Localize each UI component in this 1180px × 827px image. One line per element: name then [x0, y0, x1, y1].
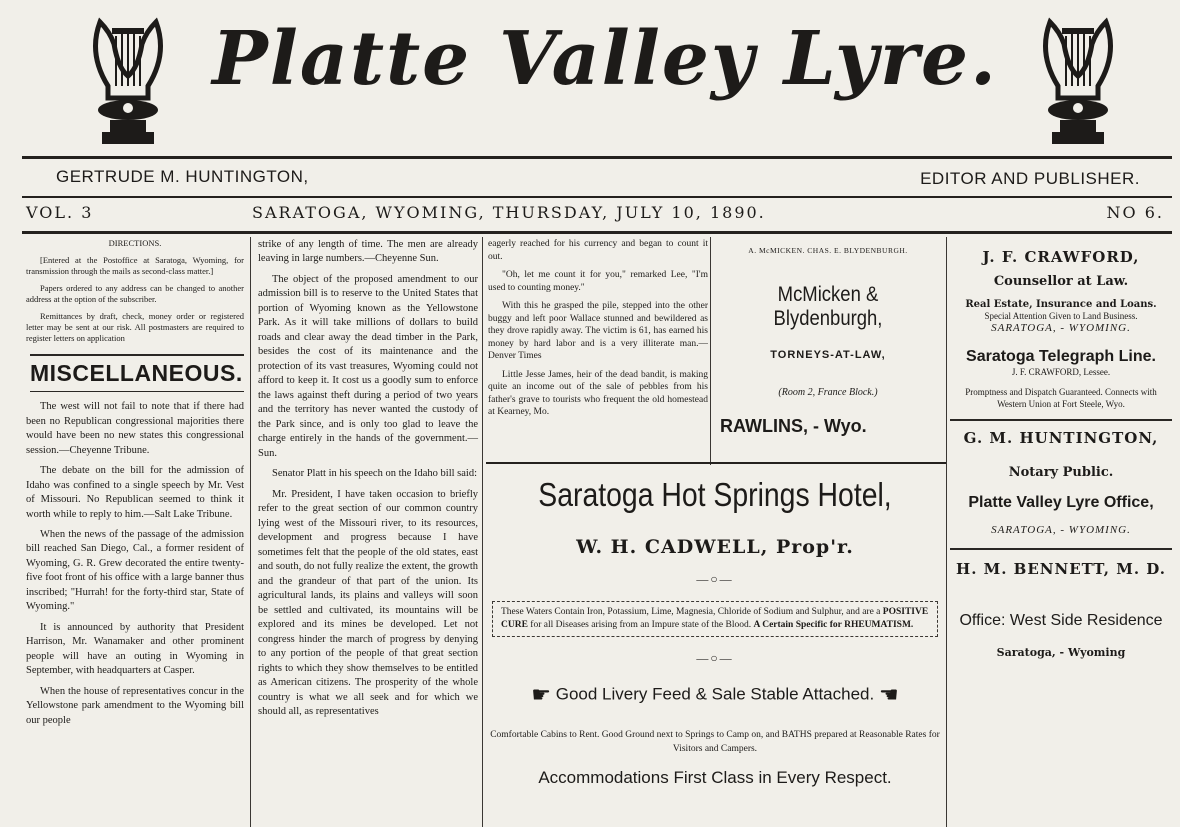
waters-text: for all Diseases arising from an Impure state of the Blood. — [530, 619, 752, 630]
livery-line — [486, 682, 944, 708]
ad-rule — [486, 462, 946, 464]
dateline-rule-bottom — [22, 231, 1172, 234]
masthead-rule — [22, 156, 1172, 159]
dateline — [22, 203, 1170, 227]
hotel-advertisement — [486, 466, 944, 827]
directions-entry: Remittances by draft, check, money order or registered letter may be sent at our risk. All postmasters are required to register letters on application — [26, 311, 244, 344]
lyre-left-icon — [86, 14, 170, 148]
column-2 — [258, 238, 478, 726]
crawford-special: Special Attention Given to Land Business. — [984, 311, 1138, 321]
waters-notice — [492, 601, 938, 637]
editor-role: EDITOR AND PUBLISHER. — [920, 169, 1140, 188]
business-cards-column — [950, 238, 1172, 659]
waters-text: These Waters Contain Iron, Potassium, Lime, Magnesia, Chloride of Sodium and Sulphur, and are a — [501, 607, 881, 617]
hotel-name: Saratoga Hot Springs Hotel, — [538, 476, 892, 513]
editor-name: GERTRUDE M. HUNTINGTON, — [56, 167, 309, 186]
directions-title: DIRECTIONS. — [108, 238, 162, 248]
card-divider — [950, 548, 1172, 550]
attorney-card — [712, 240, 944, 455]
newspaper-title: Platte Valley Lyre. — [212, 16, 998, 102]
law-firm-room: (Room 2, France Block.) — [778, 387, 878, 398]
article-paragraph: eagerly reached for his currency and began to count it out. — [488, 239, 708, 262]
crawford-name: J. F. CRAWFORD, — [982, 248, 1140, 266]
lyre-right-icon — [1036, 14, 1120, 148]
bennett-location: Saratoga, - Wyoming — [996, 645, 1126, 659]
huntington-location: SARATOGA, - WYOMING. — [991, 523, 1131, 536]
huntington-name: G. M. HUNTINGTON, — [963, 428, 1159, 447]
issue-number: NO 6. — [1106, 203, 1164, 222]
telegraph-lessee: J. F. CRAWFORD, Lessee. — [1011, 367, 1111, 378]
lyre-office: Platte Valley Lyre Office, — [968, 493, 1154, 511]
pointing-hand-icon: ☛ — [531, 681, 552, 707]
date-text: SARATOGA, WYOMING, THURSDAY, JULY 10, 1890. — [252, 203, 766, 222]
article-paragraph: Little Jesse James, heir of the dead bandit, is making quite an income out of the sale of pebbles from his father's grave to tourists who frequent the old homestead at Kearney, Mo. — [488, 369, 708, 418]
attorney-names: A. McMICKEN. CHAS. E. BLYDENBURGH. — [748, 246, 908, 255]
column-divider — [482, 237, 483, 827]
positive-cure: POSITIVE CURE — [501, 607, 929, 630]
dateline-rule-top — [22, 196, 1172, 198]
law-firm-city: RAWLINS, - Wyo. — [720, 416, 867, 436]
masthead — [0, 0, 1180, 150]
telegraph-name: Saratoga Telegraph Line. — [966, 348, 1156, 366]
ornament-divider: —○— — [696, 572, 734, 586]
article-paragraph: strike of any length of time. The men are already leaving in large numbers.—Cheyenne Sun. — [258, 239, 478, 265]
bennett-office: Office: West Side Residence — [959, 611, 1163, 629]
column-divider — [250, 237, 251, 827]
bennett-name: H. M. BENNETT, M. D. — [956, 559, 1166, 578]
article-paragraph: Senator Platt in his speech on the Idaho bill said: — [272, 468, 478, 480]
card-divider — [950, 419, 1172, 421]
staff-line — [30, 167, 1140, 191]
pointing-hand-icon: ☚ — [878, 681, 899, 707]
article-paragraph: The object of the proposed amendment to our admission bill is to reserve to the United States that portion of Wyoming known as the Yellowstone Park. As it will take millions of dollars to build roads and clear away the dead timber in the Park, besides the cost of its maintenance and the protection of its vast treasures, Wyoming could not afford to keep it. It cost us a goodly sum to enforce the laws against theft during a period of two years and the territory has never wanted the custody of the Park since, and is only too glad to leave the charge entirely in the hands of the government.—Sun. — [258, 273, 478, 459]
hotel-proprietor: W. H. CADWELL, Prop'r. — [576, 536, 854, 558]
law-firm-name: McMicken & Blydenburgh, — [773, 283, 883, 330]
crawford-title: Counsellor at Law. — [993, 274, 1129, 289]
accommodations-text: Accommodations First Class in Every Respect. — [538, 768, 892, 788]
article-paragraph: When the news of the passage of the admission bill reached San Diego, Cal., a former resident of Wyoming, G. R. Grew decorated the entire twenty-five foot front of his office with a large banner thus inscribed; "Hurrah! for the forty-third star, State of Wyoming." — [26, 528, 244, 613]
article-paragraph: Mr. President, I have taken occasion to briefly refer to the great section of our common country lying west of the Missouri river, to its resources, development and progress because I have sometimes felt that the people of the old states, east and south, do not fully realize the extent, the growth and the grandeur of that part of the union. Its agricultural lands, its plains and valleys will soon be settled and cultivated, its mountains will be explored and its mines be developed. Let not congress hinder the march of progress by denying to any portion of the people of that great section rights to which they show themselves to be entitled as American citizens. The prosperity of the whole country is what we all seek and for which we should all, as representatives — [258, 488, 478, 718]
ornament-divider: —○— — [696, 650, 734, 665]
directions-entry: [Entered at the Postoffice at Saratoga, Wyoming, for transmission through the mails as second-class matter.] — [26, 255, 244, 277]
notary-title: Notary Public. — [1008, 464, 1114, 480]
crawford-location: SARATOGA, - WYOMING. — [991, 322, 1131, 335]
law-firm-role: TORNEYS-AT-LAW, — [770, 349, 886, 361]
volume-label: VOL. 3 — [26, 203, 94, 222]
directions-entry: Papers ordered to any address can be changed to another address at the option of the subscriber. — [26, 283, 244, 305]
telegraph-notice: Promptness and Dispatch Guaranteed. Connects with Western Union at Fort Steele, Wyo. — [965, 387, 1157, 410]
column-divider — [946, 237, 947, 827]
cabins-text: Comfortable Cabins to Rent. Good Ground next to Springs to Camp on, and BATHS prepared at Reasonable Rates for Visitors and Campers. — [490, 729, 940, 754]
article-paragraph: "Oh, let me count it for you," remarked Lee, "I'm used to counting money." — [488, 270, 708, 293]
article-paragraph: With this he grasped the pile, stepped into the other buggy and left poor Wallace stunned and bewildered as they drove rapidly away. The victim is 61, has earned his money by hard labor and is a very illiterate man.—Denver Times — [488, 301, 708, 362]
column-1 — [26, 238, 244, 734]
column-divider — [710, 237, 711, 465]
article-paragraph: The debate on the bill for the admission of Idaho was confined to a single speech by Mr. Vest of Missouri. No Republican seemed to think it worth while to reply to him.—Salt Lake Tribune. — [26, 465, 244, 520]
article-paragraph: The west will not fail to note that if there had been no Republican congressional majorities there would have been no new states this congressional session.—Cheyenne Tribune. — [26, 401, 244, 456]
column-3 — [488, 238, 708, 460]
article-paragraph: It is announced by authority that President Harrison, Mr. Wanamaker and other prominent people will have an outing in Wyoming in September, with headquarters at Casper. — [26, 621, 244, 677]
livery-text: Good Livery Feed & Sale Stable Attached. — [555, 684, 875, 704]
crawford-services: Real Estate, Insurance and Loans. — [965, 299, 1157, 310]
article-paragraph: When the house of representatives concur in the Yellowstone park amendment to the Wyoming bill our people — [26, 685, 244, 726]
section-heading: MISCELLANEOUS. — [30, 354, 244, 392]
rheumatism-note: A Certain Specific for RHEUMATISM. — [753, 619, 914, 630]
